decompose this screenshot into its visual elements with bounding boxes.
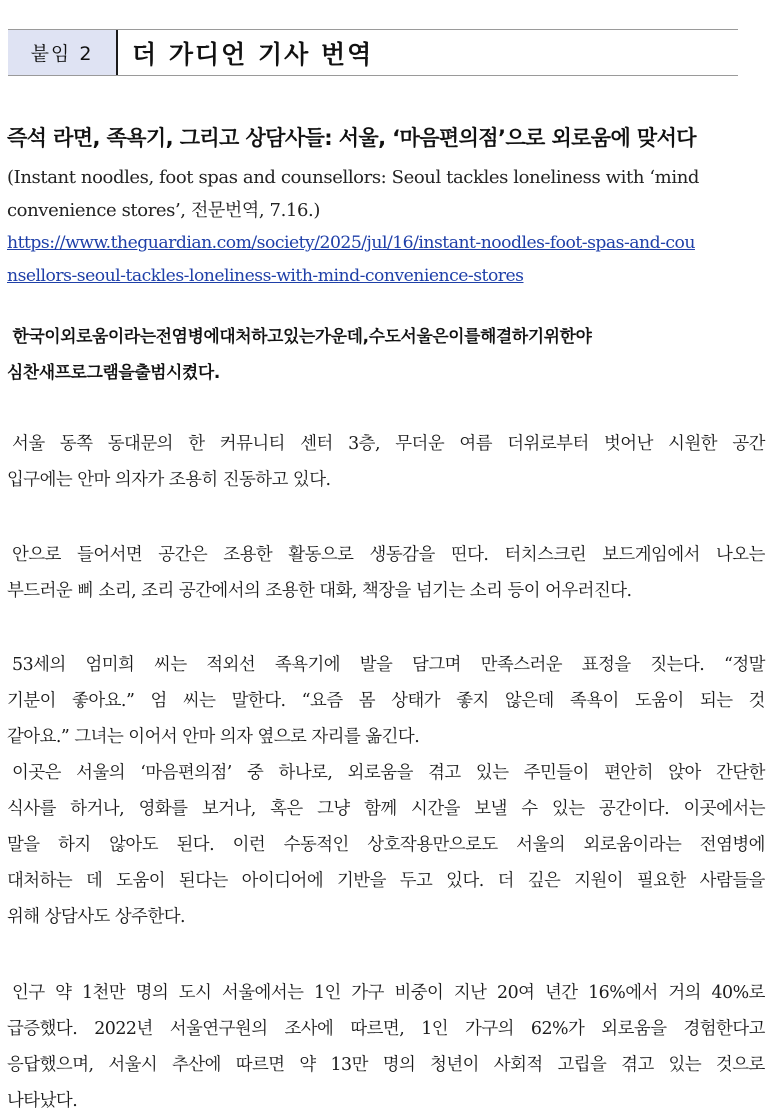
- lead-paragraph: [7, 318, 765, 390]
- appendix-title: 더 가디언 기사 번역: [132, 39, 374, 69]
- paragraph-line: 인구 약 1천만 명의 도시 서울에서는 1인 가구 비중이 지난 20여 년간 16%에서 거의 40%로: [7, 983, 765, 1003]
- paragraph-line: 같아요.” 그녀는 이어서 안마 의자 옆으로 자리를 옮긴다.: [7, 727, 420, 747]
- source-line: convenience stores’, 전문번역, 7.16.): [7, 200, 320, 221]
- paragraph-line: 한국이외로움이라는전염병에대처하고있는가운데,수도서울은이를해결하기위한야: [7, 326, 592, 346]
- paragraph-line: 부드러운 삐 소리, 조리 공간에서의 조용한 대화, 책장을 넘기는 소리 등이 어우러진다.: [7, 581, 632, 601]
- body-paragraph-2: [7, 537, 765, 609]
- paragraph-line: 기분이 좋아요.” 엄 씨는 말한다. “요즘 몸 상태가 좋지 않은데 족욕이 도움이 되는 것: [7, 691, 765, 711]
- paragraph-line: 서울 동쪽 동대문의 한 커뮤니티 센터 3층, 무더운 여름 더위로부터 벗어난 시원한 공간: [7, 434, 765, 454]
- paragraph-line: 입구에는 안마 의자가 조용히 진동하고 있다.: [7, 470, 331, 490]
- appendix-header: [8, 29, 738, 76]
- paragraph-line: 이곳은 서울의 ‘마음편의점’ 중 하나로, 외로움을 겪고 있는 주민들이 편안히 앉아 간단한: [7, 763, 765, 783]
- paragraph-line: 심찬새프로그램을출범시켰다.: [7, 362, 220, 382]
- paragraph-line: 말을 하지 않아도 된다. 이런 수동적인 상호작용만으로도 서울의 외로움이라는 전염병에: [7, 835, 765, 855]
- article-source: [7, 161, 772, 227]
- appendix-label: 붙임 2: [8, 30, 118, 75]
- article-url-line[interactable]: nsellors-seoul-tackles-loneliness-with-mind-convenience-stores: [7, 266, 524, 286]
- body-paragraph-1: [7, 426, 765, 498]
- paragraph-line: 대처하는 데 도움이 된다는 아이디어에 기반을 두고 있다. 더 깊은 지원이 필요한 사람들을: [7, 871, 765, 891]
- paragraph-line: 응답했으며, 서울시 추산에 따르면 약 13만 명의 청년이 사회적 고립을 겪고 있는 것으로: [7, 1055, 765, 1075]
- article-url-line[interactable]: https://www.theguardian.com/society/2025/jul/16/instant-noodles-foot-spas-and-cou: [7, 233, 695, 253]
- source-line: (Instant noodles, foot spas and counsellors: Seoul tackles loneliness with ‘mind: [7, 167, 700, 188]
- paragraph-line: 나타났다.: [7, 1091, 78, 1111]
- article-headline: 즉석 라면, 족욕기, 그리고 상담사들: 서울, ‘마음편의점’으로 외로움에 맞서다: [7, 126, 696, 150]
- body-paragraph-4: [7, 975, 765, 1119]
- body-paragraph-3: [7, 647, 765, 935]
- paragraph-line: 위해 상담사도 상주한다.: [7, 907, 186, 927]
- paragraph-line: 53세의 엄미희 씨는 적외선 족욕기에 발을 담그며 만족스러운 표정을 짓는다. “정말: [7, 655, 765, 675]
- paragraph-line: 안으로 들어서면 공간은 조용한 활동으로 생동감을 띤다. 터치스크린 보드게임에서 나오는: [7, 545, 765, 565]
- paragraph-line: 식사를 하거나, 영화를 보거나, 혹은 그냥 함께 시간을 보낼 수 있는 공간이다. 이곳에서는: [7, 799, 765, 819]
- article-link[interactable]: [7, 227, 772, 293]
- paragraph-line: 급증했다. 2022년 서울연구원의 조사에 따르면, 1인 가구의 62%가 외로움을 경험한다고: [7, 1019, 765, 1039]
